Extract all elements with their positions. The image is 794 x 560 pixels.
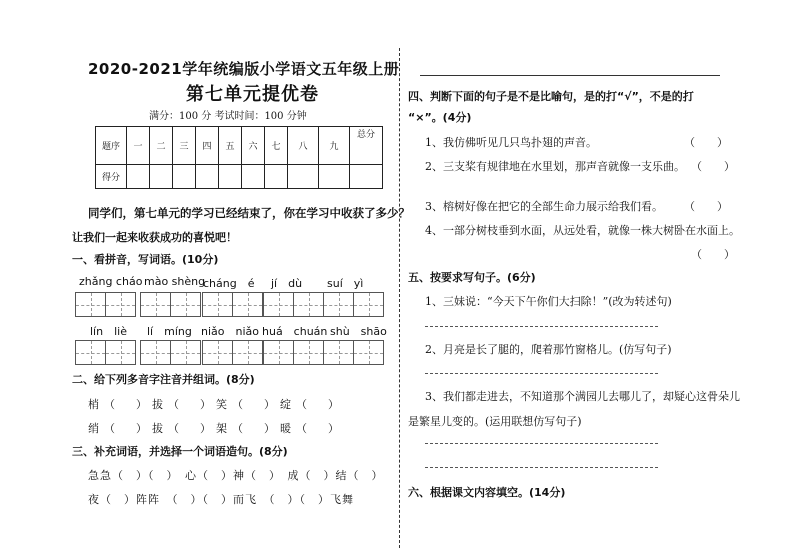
score-cell[interactable] <box>350 165 383 189</box>
answer-blank[interactable]: （ ） <box>691 160 735 173</box>
writing-box[interactable] <box>353 292 384 317</box>
pinyin-label: shù shāo <box>330 325 387 338</box>
score-header-cell: 六 <box>242 127 265 165</box>
writing-box[interactable] <box>263 292 294 317</box>
writing-box[interactable] <box>75 340 106 365</box>
section2-row-2: 绡（ ）拔（ ）架（ ）暖（ ） <box>88 422 344 435</box>
writing-box[interactable] <box>140 340 171 365</box>
score-header-cell: 五 <box>219 127 242 165</box>
pinyin-label: lí míng <box>147 325 192 338</box>
writing-box[interactable] <box>75 292 106 317</box>
section4-heading: 四、判断下面的句子是不是比喻句，是的打“√”，不是的打 <box>408 90 694 103</box>
writing-box[interactable] <box>353 340 384 365</box>
pinyin-label: jí dù <box>271 277 303 290</box>
section4-heading-cont: “×”。(4分) <box>408 111 472 124</box>
score-cell[interactable] <box>173 165 196 189</box>
paper-subtitle: 第七单元提优卷 <box>186 84 319 105</box>
answer-blank[interactable]: （ ） <box>684 136 728 149</box>
score-header-cell: 三 <box>173 127 196 165</box>
writing-box[interactable] <box>170 340 201 365</box>
top-rule <box>420 75 720 76</box>
writing-box[interactable] <box>293 340 324 365</box>
intro-line-1: 同学们，第七单元的学习已经结束了，你在学习中收获了多少？ <box>88 206 410 220</box>
pinyin-label: suí yì <box>327 277 364 290</box>
section2-row-1: 梢（ ）拔（ ）笑（ ）绽（ ） <box>88 398 344 411</box>
answer-blank[interactable]: （ ） <box>684 200 728 213</box>
score-header-cell: 八 <box>288 127 319 165</box>
writing-box[interactable] <box>232 340 263 365</box>
score-cell[interactable] <box>242 165 265 189</box>
writing-box[interactable] <box>105 340 136 365</box>
section1-heading: 一、看拼音，写词语。(10分) <box>72 253 219 266</box>
pinyin-label: lín liè <box>90 325 127 338</box>
score-header-cell: 七 <box>265 127 288 165</box>
answer-line[interactable] <box>425 373 658 374</box>
writing-box[interactable] <box>293 292 324 317</box>
exam-meta: 满分：100 分 考试时间：100 分钟 <box>149 111 307 122</box>
score-header-cell: 二 <box>150 127 173 165</box>
writing-box[interactable] <box>232 292 263 317</box>
judge-item: 3、榕树好像在把它的全部生命力展示给我们看。 <box>425 200 663 213</box>
answer-blank[interactable]: （ ） <box>691 248 735 261</box>
section3-row-2: 夜（ ）阵阵 （ ）（ ）而飞 （ ）（ ）飞舞 <box>88 493 354 506</box>
intro-line-2: 让我们一起来收获成功的喜悦吧！ <box>72 231 237 244</box>
judge-item: 4、一部分树枝垂到水面，从远处看，就像一株大树卧在水面上。 <box>425 224 740 237</box>
score-header-cell: 一 <box>127 127 150 165</box>
writing-box[interactable] <box>170 292 201 317</box>
score-cell[interactable] <box>127 165 150 189</box>
pinyin-label: zhǎng cháo <box>79 275 143 288</box>
writing-box[interactable] <box>323 340 354 365</box>
score-cell[interactable] <box>196 165 219 189</box>
answer-line[interactable] <box>425 326 658 327</box>
score-cell[interactable] <box>150 165 173 189</box>
writing-box[interactable] <box>323 292 354 317</box>
section3-heading: 三、补充词语，并选择一个词语造句。(8分) <box>72 445 288 458</box>
answer-line[interactable] <box>425 467 658 468</box>
answer-line[interactable] <box>425 443 658 444</box>
pinyin-label: huá chuán <box>262 325 328 338</box>
judge-item: 1、我仿佛听见几只鸟扑翅的声音。 <box>425 136 597 149</box>
paper-title: 2020-2021学年统编版小学语文五年级上册 <box>88 60 400 78</box>
rewrite-item-2: 2、月亮是长了腿的，爬着那竹窗格儿。(仿写句子) <box>425 343 672 356</box>
score-table <box>95 126 383 189</box>
writing-box[interactable] <box>202 340 233 365</box>
rewrite-item-3a: 3、我们都走进去，不知道那个满园儿去哪儿了，却疑心这骨朵儿 <box>425 390 740 403</box>
score-cell[interactable] <box>219 165 242 189</box>
section6-heading: 六、根据课文内容填空。(14分) <box>408 486 566 499</box>
score-header-cell: 总分 <box>350 127 383 165</box>
writing-box[interactable] <box>105 292 136 317</box>
rewrite-item-3b: 是繁星儿变的。(运用联想仿写句子) <box>408 415 582 428</box>
writing-box[interactable] <box>140 292 171 317</box>
pinyin-label: mào shèng <box>144 275 206 288</box>
score-header-cell: 九 <box>319 127 350 165</box>
section5-heading: 五、按要求写句子。(6分) <box>408 271 536 284</box>
score-header-cell: 题序 <box>96 127 127 165</box>
section3-row-1: 急急（ ）（ ） 心（ ）神（ ） 成（ ）结（ ） <box>88 469 384 482</box>
score-cell[interactable] <box>288 165 319 189</box>
judge-item: 2、三支桨有规律地在水里划，那声音就像一支乐曲。 <box>425 160 685 173</box>
pinyin-label: niǎo niǎo <box>201 325 259 338</box>
score-header-cell: 四 <box>196 127 219 165</box>
score-cell[interactable] <box>265 165 288 189</box>
writing-box[interactable] <box>202 292 233 317</box>
section2-heading: 二、给下列多音字注音并组词。(8分) <box>72 373 255 386</box>
rewrite-item-1: 1、三妹说：“今天下午你们大扫除！”(改为转述句) <box>425 295 672 308</box>
column-divider <box>399 48 400 548</box>
score-row-label: 得分 <box>96 165 127 189</box>
score-cell[interactable] <box>319 165 350 189</box>
writing-box[interactable] <box>263 340 294 365</box>
pinyin-label: cháng é <box>203 277 255 290</box>
